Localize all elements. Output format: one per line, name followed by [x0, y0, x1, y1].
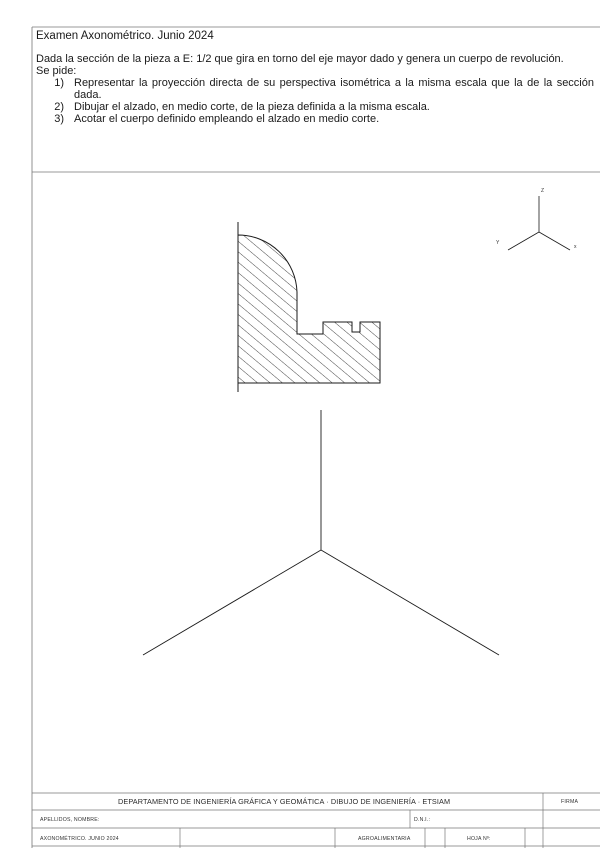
iso-axis-x	[321, 550, 499, 655]
ref-axis-y-label: Y	[496, 240, 500, 246]
department-name: DEPARTAMENTO DE INGENIERÍA GRÁFICA Y GEOMÁTICA · DIBUJO DE INGENIERÍA · ETSIAM	[118, 797, 451, 806]
reference-axes	[508, 196, 570, 250]
isometric-axes	[143, 410, 499, 655]
ref-axis-x-label: x	[574, 244, 577, 250]
task-text: Representar la proyección directa de su perspectiva isométrica a la misma escala que la de la sección dada.	[74, 77, 594, 101]
task-number: 3)	[54, 113, 64, 125]
task-number: 1)	[54, 77, 64, 89]
exam-code: AXONOMÉTRICO. JUNIO 2024	[40, 836, 119, 842]
name-field-label: APELLIDOS, NOMBRE:	[40, 817, 100, 823]
task-number: 2)	[54, 101, 64, 113]
sheet-number-label: HOJA Nº:	[467, 836, 491, 842]
signature-label: FIRMA	[561, 799, 579, 805]
exam-statement: Dada la sección de la pieza a E: 1/2 que gira en torno del eje mayor dado y genera un cuerpo de revolución.	[36, 53, 564, 65]
iso-axis-y	[143, 550, 321, 655]
sheet-frame	[32, 27, 600, 848]
task-text: Dibujar el alzado, en medio corte, de la pieza definida a la misma escala.	[74, 101, 430, 113]
section-hatched-area	[238, 235, 380, 383]
exam-title: Examen Axonométrico. Junio 2024	[36, 30, 214, 42]
ref-axis-z-label: Z	[541, 188, 545, 194]
task-text: Acotar el cuerpo definido empleando el alzado en medio corte.	[74, 113, 380, 125]
degree-label: AGROALIMENTARIA	[358, 836, 411, 842]
id-field-label: D.N.I.:	[414, 817, 431, 823]
piece-section	[238, 222, 380, 392]
ask-label: Se pide:	[36, 65, 77, 77]
